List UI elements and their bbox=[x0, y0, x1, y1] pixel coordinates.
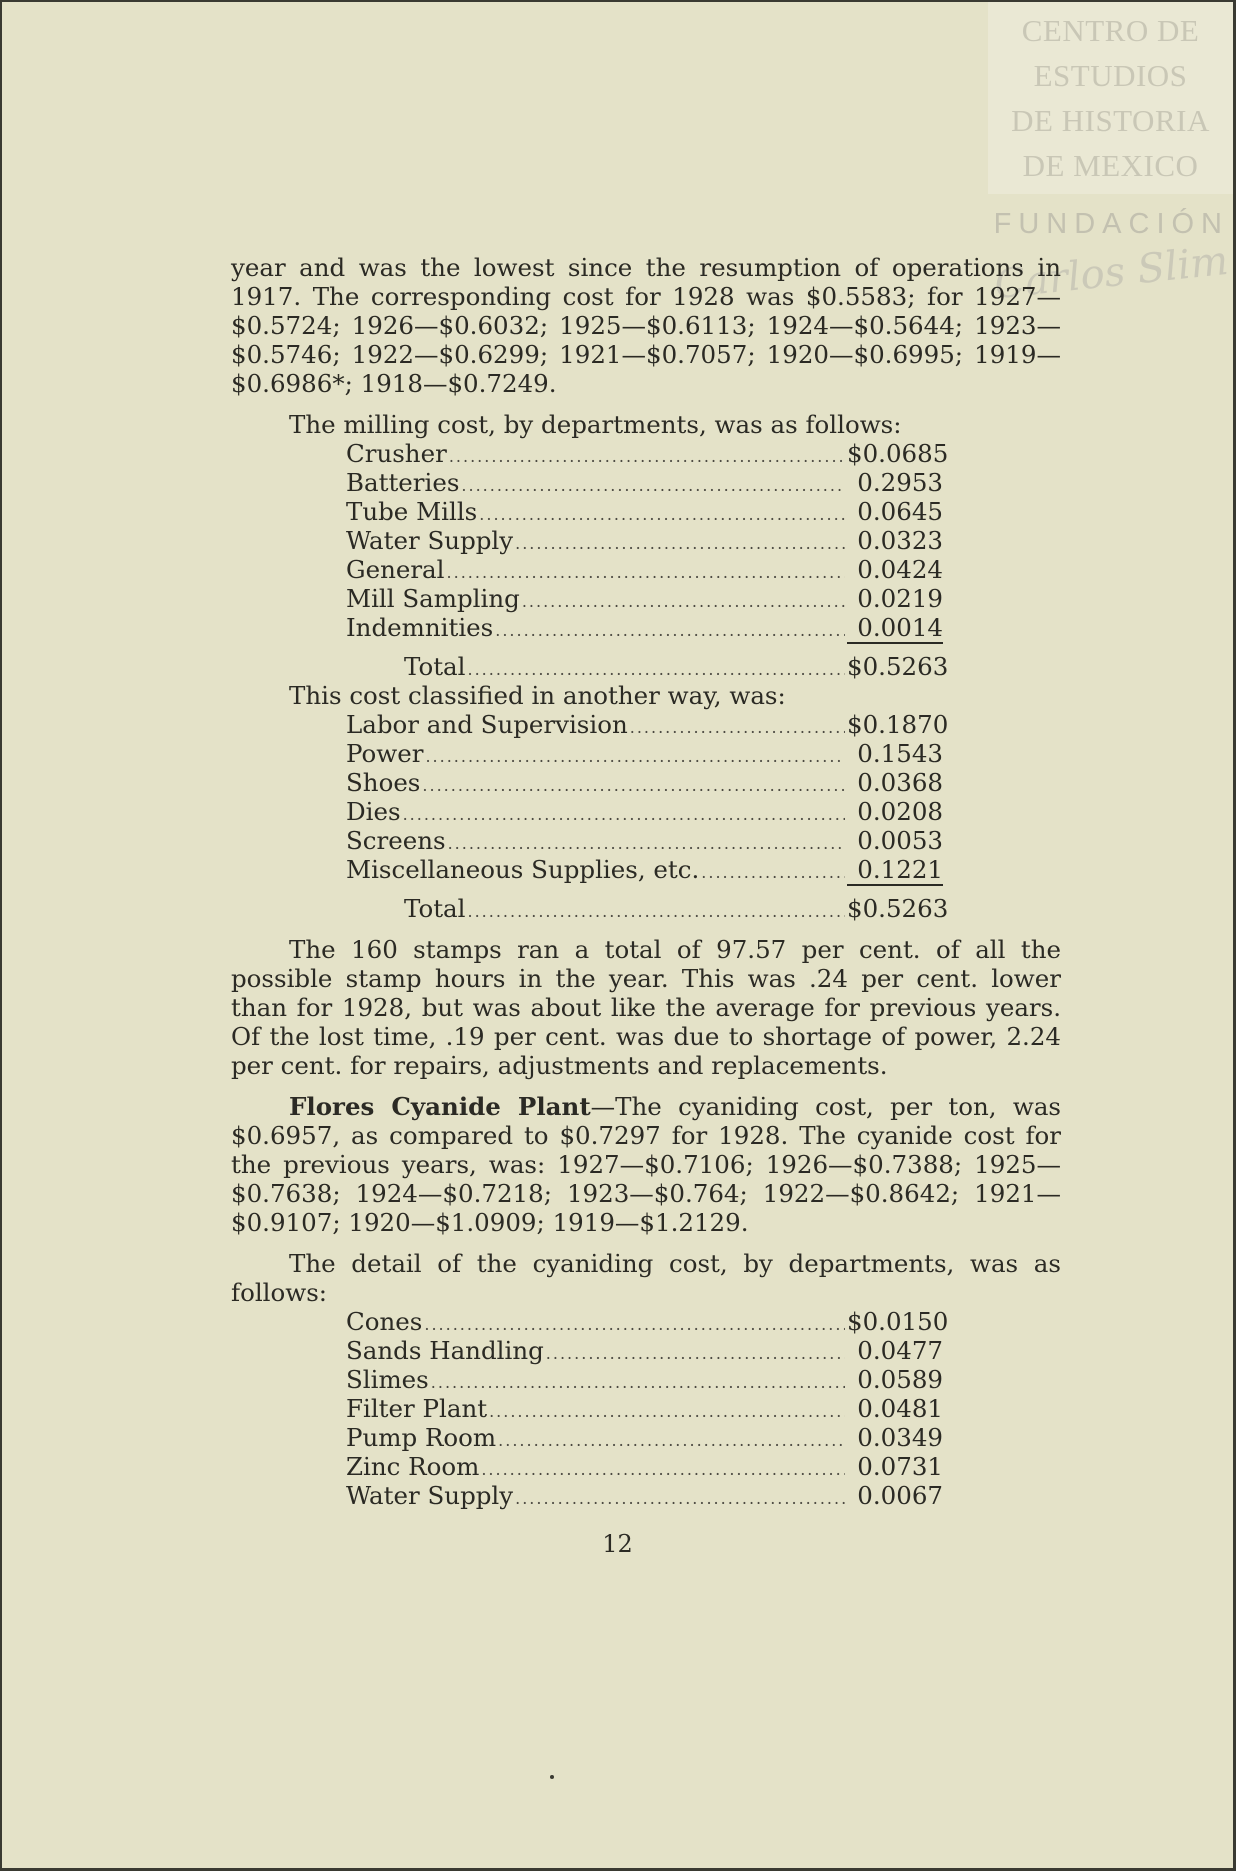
total-value: $0.5263 bbox=[847, 894, 949, 923]
leader-dots bbox=[447, 558, 845, 587]
table-row bbox=[346, 710, 949, 739]
row-label: Screens bbox=[346, 826, 446, 855]
paragraph-cost-history: year and was the lowest since the resumption of operations in 1917. The corresponding cost for 1928 was $0.5583; for 1927—$0.5724; 1926—$0.6032; 1925—$0.6113; 1924—$0.5644; 1923—$0.5746; 1922—$0.6299; 1921—$0.7057; 1920—$0.6995; 1919—$0.6986*; 1918—$0.7249. bbox=[231, 253, 1061, 398]
table-row bbox=[346, 1452, 943, 1481]
table-row bbox=[346, 1336, 943, 1365]
row-value: 0.0067 bbox=[857, 1481, 943, 1510]
row-value: $0.0150 bbox=[847, 1307, 949, 1336]
table-row bbox=[346, 1423, 943, 1452]
row-value: 0.0219 bbox=[857, 584, 943, 613]
row-label: Dies bbox=[346, 797, 401, 826]
table-row bbox=[346, 855, 943, 884]
table-row bbox=[346, 526, 943, 555]
row-value: 0.0424 bbox=[857, 555, 943, 584]
leader-dots bbox=[403, 800, 845, 829]
watermark-line: DE HISTORIA bbox=[1011, 103, 1210, 138]
leader-dots bbox=[431, 1368, 845, 1397]
table-row bbox=[346, 1394, 943, 1423]
row-label: Water Supply bbox=[346, 1481, 514, 1510]
paper-speck bbox=[550, 1775, 554, 1779]
row-label: Tube Mills bbox=[346, 497, 478, 526]
table-row bbox=[346, 1365, 943, 1394]
leader-dots bbox=[498, 1426, 845, 1455]
row-value: 0.0731 bbox=[857, 1452, 943, 1481]
classified-intro: This cost classified in another way, was: bbox=[289, 681, 786, 710]
flores-heading: Flores Cyanide Plant bbox=[289, 1092, 591, 1121]
archive-watermark bbox=[988, 2, 1233, 241]
leader-dots bbox=[424, 1310, 845, 1339]
row-label: Batteries bbox=[346, 468, 460, 497]
table-total-row bbox=[346, 894, 949, 923]
row-label: Zinc Room bbox=[346, 1452, 480, 1481]
row-label: Power bbox=[346, 739, 424, 768]
table-row bbox=[346, 797, 943, 826]
leader-dots bbox=[461, 471, 845, 500]
row-label: Slimes bbox=[346, 1365, 429, 1394]
page-body bbox=[231, 253, 1061, 1510]
page-number: 12 bbox=[602, 1530, 633, 1558]
table-total-row bbox=[346, 652, 949, 681]
table-row bbox=[346, 1307, 949, 1336]
cyaniding-intro: The detail of the cyaniding cost, by departments, was as follows: bbox=[231, 1249, 1061, 1307]
row-value: $0.0685 bbox=[847, 439, 949, 468]
row-value: 0.0349 bbox=[857, 1423, 943, 1452]
row-label: Labor and Supervision bbox=[346, 710, 628, 739]
leader-dots bbox=[515, 529, 845, 558]
row-label: Shoes bbox=[346, 768, 421, 797]
table-row bbox=[346, 1481, 943, 1510]
row-label: Miscellaneous Supplies, etc. bbox=[346, 855, 700, 884]
table-row bbox=[346, 468, 943, 497]
watermark-box bbox=[988, 2, 1233, 194]
watermark-foundation: FUNDACIÓN bbox=[993, 208, 1229, 240]
leader-dots bbox=[495, 616, 845, 645]
leader-dots bbox=[449, 442, 845, 471]
watermark-line: DE MEXICO bbox=[1022, 148, 1199, 183]
table-row bbox=[346, 739, 943, 768]
row-label: General bbox=[346, 555, 445, 584]
row-value: 0.1221 bbox=[847, 855, 943, 886]
total-label: Total bbox=[404, 894, 466, 923]
row-value: 0.1543 bbox=[857, 739, 943, 768]
milling-class-table bbox=[346, 710, 949, 923]
row-label: Sands Handling bbox=[346, 1336, 544, 1365]
row-value: 0.2953 bbox=[857, 468, 943, 497]
watermark-signature: Carlos Slim bbox=[992, 237, 1231, 309]
row-label: Indemnities bbox=[346, 613, 494, 642]
flores-body: —The cyaniding cost, per ton, was $0.6957, as compared to $0.7297 for 1928. The cyanide cost for the previous years, was: 1927—$0.7106; 1926—$0.7388; 1925—$0.7638; 1924—$0.7218; 1923—$0.764; 1922—$0.8642; 1921—$0.9107; 1920—$1.0909; 1919—$1.2129. bbox=[231, 1092, 1061, 1237]
table-row bbox=[346, 613, 943, 642]
table-row bbox=[346, 584, 943, 613]
leader-dots bbox=[701, 858, 845, 887]
leader-dots bbox=[481, 1455, 845, 1484]
row-value: 0.0645 bbox=[857, 497, 943, 526]
row-label: Pump Room bbox=[346, 1423, 497, 1452]
table-row bbox=[346, 768, 943, 797]
row-value: 0.0053 bbox=[857, 826, 943, 855]
leader-dots bbox=[479, 500, 845, 529]
row-value: $0.1870 bbox=[847, 710, 949, 739]
row-value: 0.0208 bbox=[857, 797, 943, 826]
leader-dots bbox=[515, 1484, 845, 1513]
watermark-line: ESTUDIOS bbox=[1033, 58, 1188, 93]
table-row bbox=[346, 497, 943, 526]
milling-department-table bbox=[346, 439, 949, 681]
leader-dots bbox=[448, 829, 845, 858]
row-label: Cones bbox=[346, 1307, 423, 1336]
paragraph-stamps: The 160 stamps ran a total of 97.57 per cent. of all the possible stamp hours in the year. This was .24 per cent. lower than for 1928, but was about like the average for previous years. Of the lost time, .19 per cent. was due to shortage of power, 2.24 per cent. for repairs, adjustments and replacements. bbox=[231, 935, 1061, 1080]
leader-dots bbox=[630, 713, 845, 742]
leader-dots bbox=[425, 742, 845, 771]
leader-dots bbox=[522, 587, 845, 616]
leader-dots bbox=[422, 771, 845, 800]
total-label: Total bbox=[404, 652, 466, 681]
row-value: 0.0368 bbox=[857, 768, 943, 797]
row-value: 0.0014 bbox=[847, 613, 943, 644]
row-value: 0.0477 bbox=[857, 1336, 943, 1365]
leader-dots bbox=[467, 655, 845, 684]
row-label: Mill Sampling bbox=[346, 584, 520, 613]
table-row bbox=[346, 439, 949, 468]
table-row bbox=[346, 555, 943, 584]
paragraph-flores bbox=[231, 1092, 1061, 1237]
row-value: 0.0589 bbox=[857, 1365, 943, 1394]
row-value: 0.0323 bbox=[857, 526, 943, 555]
milling-intro: The milling cost, by departments, was as follows: bbox=[289, 410, 902, 439]
total-value: $0.5263 bbox=[847, 652, 949, 681]
leader-dots bbox=[489, 1397, 845, 1426]
row-label: Water Supply bbox=[346, 526, 514, 555]
leader-dots bbox=[546, 1339, 845, 1368]
row-value: 0.0481 bbox=[857, 1394, 943, 1423]
leader-dots bbox=[467, 897, 845, 926]
watermark-line: CENTRO DE bbox=[1021, 13, 1200, 48]
cyaniding-department-table bbox=[346, 1307, 949, 1510]
table-row bbox=[346, 826, 943, 855]
row-label: Crusher bbox=[346, 439, 447, 468]
row-label: Filter Plant bbox=[346, 1394, 488, 1423]
